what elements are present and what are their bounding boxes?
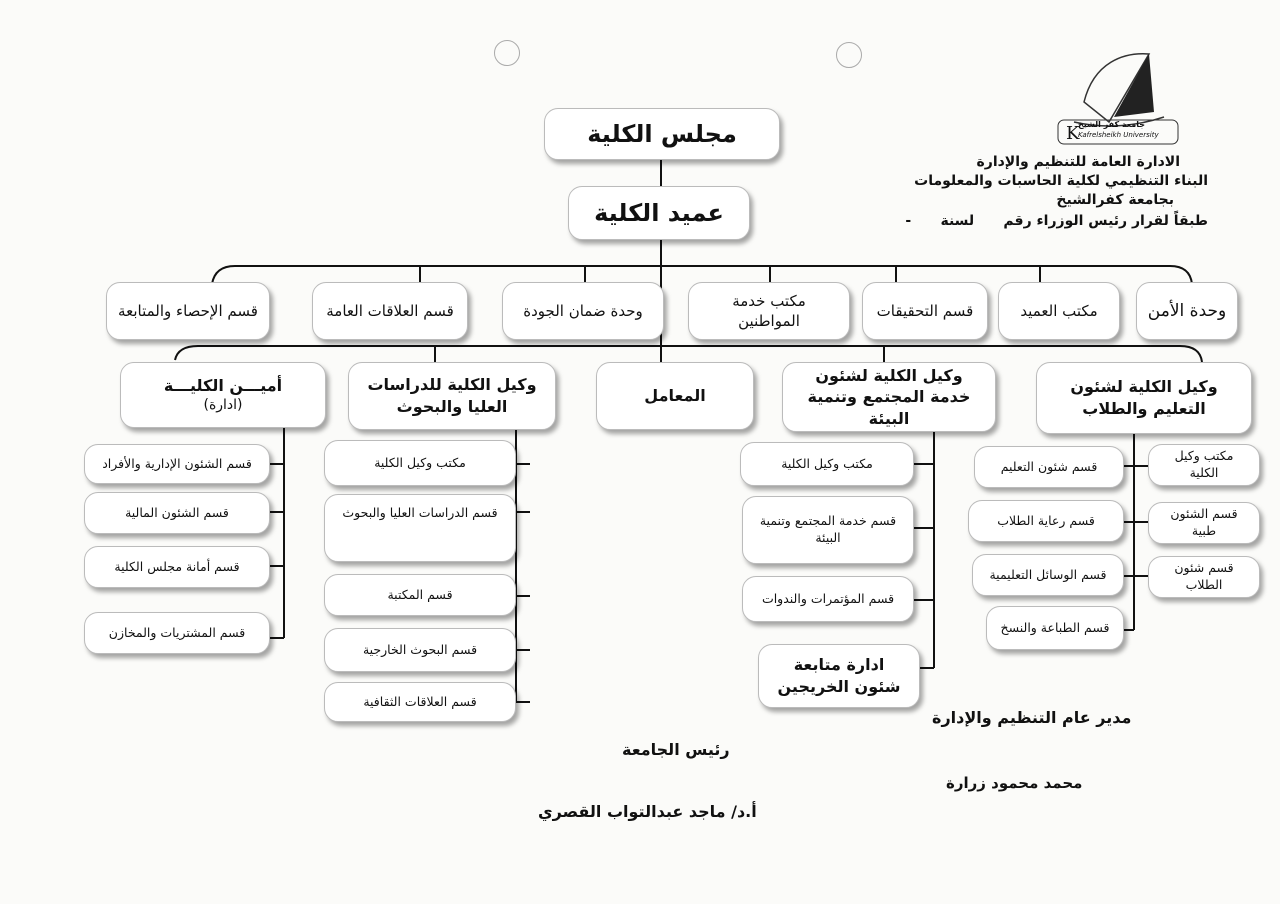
education-vice-office-box: مكتب وكيل الكلية (1148, 444, 1260, 486)
faculty-council-box: مجلس الكلية (544, 108, 780, 160)
president-title: رئيس الجامعة (622, 740, 730, 759)
procurement-stores-box: قسم المشتريات والمخازن (84, 612, 270, 654)
vice-dean-graduate-box: وكيل الكلية للدراسات العليا والبحوث (348, 362, 556, 430)
public-relations-box: قسم العلاقات العامة (312, 282, 468, 340)
college-secretary-title: أميـــن الكليـــة (163, 375, 283, 395)
council-secretariat-box: قسم أمانة مجلس الكلية (84, 546, 270, 588)
dean-office-box: مكتب العميد (998, 282, 1120, 340)
community-vice-office-box: مكتب وكيل الكلية (740, 442, 914, 486)
student-welfare-box: قسم رعاية الطلاب (968, 500, 1124, 542)
header-line-3: بجامعة كفرالشيخ (1056, 192, 1174, 208)
labs-box: المعامل (596, 362, 754, 430)
president-name: أ.د/ ماجد عبدالتواب القصري (538, 802, 757, 821)
header-line-2: البناء التنظيمي لكلية الحاسبات والمعلومات (914, 173, 1208, 189)
graduate-studies-box: قسم الدراسات العليا والبحوث (324, 494, 516, 562)
teaching-aids-box: قسم الوسائل التعليمية (972, 554, 1124, 596)
security-unit-box: وحدة الأمن (1136, 282, 1238, 340)
printing-box: قسم الطباعة والنسخ (986, 606, 1124, 650)
logo-initial: K (1066, 123, 1080, 144)
logo-name-ar: جامعة كفر الشيخ (1078, 120, 1145, 129)
college-secretary-box (120, 362, 326, 428)
gm-title: مدير عام التنظيم والإدارة (932, 708, 1132, 727)
library-box: قسم المكتبة (324, 574, 516, 616)
vice-dean-community-box: وكيل الكلية لشئون خدمة المجتمع وتنمية البيئة (782, 362, 996, 432)
college-secretary-subtitle: (ادارة) (203, 397, 243, 414)
statistics-box: قسم الإحصاء والمتابعة (106, 282, 270, 340)
citizen-service-box: مكتب خدمة المواطنين (688, 282, 850, 340)
quality-assurance-box: وحدة ضمان الجودة (502, 282, 664, 340)
student-affairs-box: قسم شئون الطلاب (1148, 556, 1260, 598)
admin-personnel-box: قسم الشئون الإدارية والأفراد (84, 444, 270, 484)
financial-affairs-box: قسم الشئون المالية (84, 492, 270, 534)
header-line-1: الادارة العامة للتنظيم والإدارة (976, 154, 1180, 170)
investigations-box: قسم التحقيقات (862, 282, 988, 340)
community-service-box: قسم خدمة المجتمع وتنمية البيئة (742, 496, 914, 564)
cultural-relations-box: قسم العلاقات الثقافية (324, 682, 516, 722)
education-affairs-box: قسم شئون التعليم (974, 446, 1124, 488)
conferences-box: قسم المؤتمرات والندوات (742, 576, 914, 622)
logo-name-en: Kafrelsheikh University (1078, 131, 1159, 139)
vice-dean-education-box: وكيل الكلية لشئون التعليم والطلاب (1036, 362, 1252, 434)
graduates-followup-box: ادارة متابعة شئون الخريجين (758, 644, 920, 708)
external-research-box: قسم البحوث الخارجية (324, 628, 516, 672)
medical-affairs-box: قسم الشئون طبية (1148, 502, 1260, 544)
header-line-4: طبقاً لقرار رئيس الوزراء رقم لسنة - (905, 213, 1208, 229)
dean-box: عميد الكلية (568, 186, 750, 240)
graduate-vice-office-box: مكتب وكيل الكلية (324, 440, 516, 486)
gm-name: محمد محمود زرارة (946, 774, 1083, 792)
